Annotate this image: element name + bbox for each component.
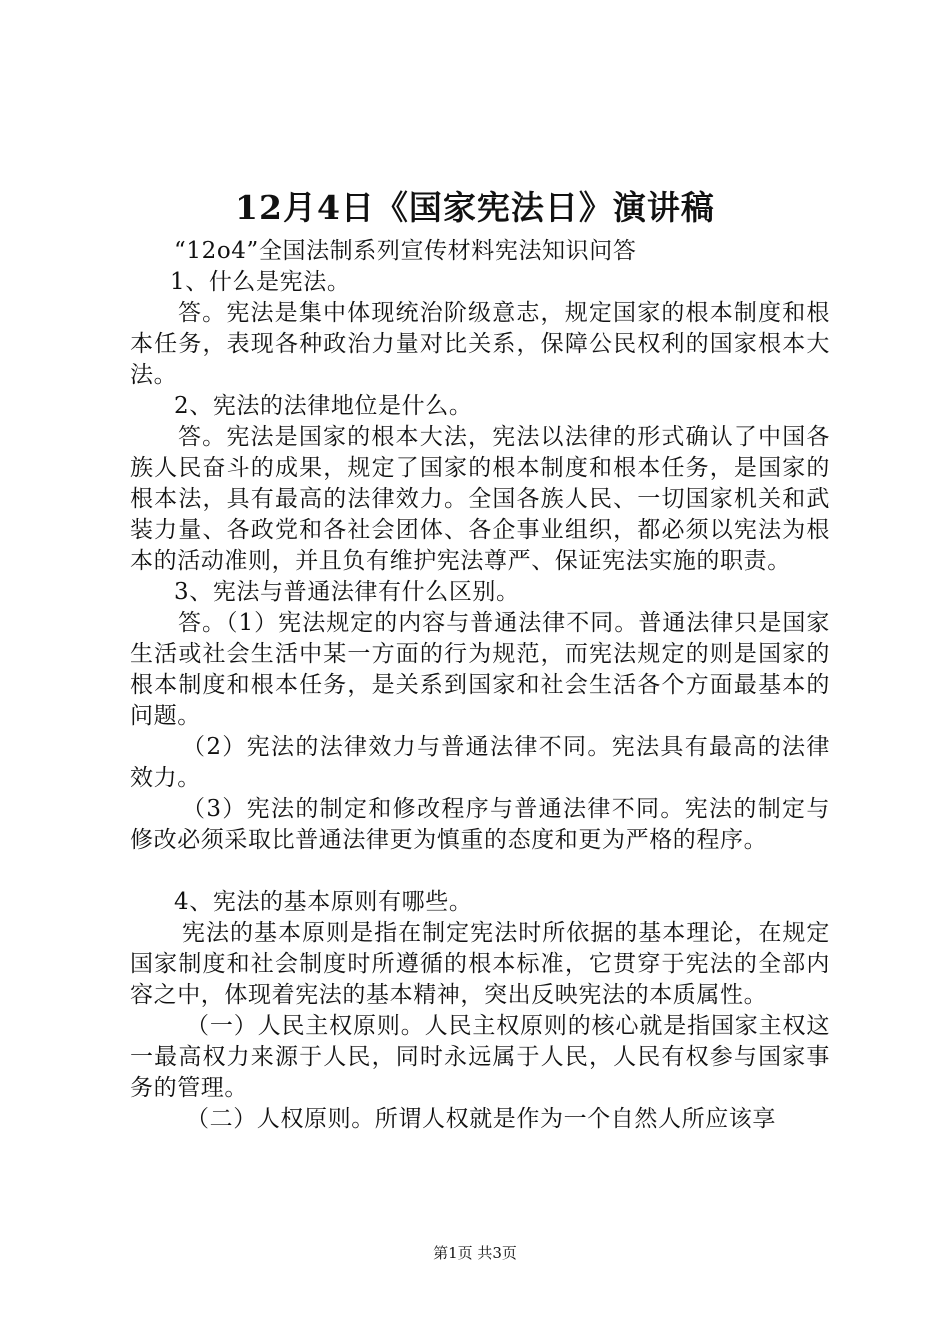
answer-3-part-3: （3）宪法的制定和修改程序与普通法律不同。宪法的制定与修改必须采取比普通法律更为慎重的态度和更为严格的程序。 [130, 796, 830, 853]
question-1: 1、什么是宪法。 [170, 269, 351, 295]
question-3: 3、宪法与普通法律有什么区别。 [174, 579, 520, 605]
page-footer: 第1页 共3页 [433, 1244, 517, 1262]
question-2: 2、宪法的法律地位是什么。 [174, 393, 473, 419]
answer-3-part-1: 答。（1）宪法规定的内容与普通法律不同。普通法律只是国家生活或社会生活中某一方面的行为规范，而宪法规定的则是国家的根本制度和根本任务，是关系到国家和社会生活各个方面最基本的问题。 [130, 610, 830, 729]
principle-1: （一）人民主权原则。人民主权原则的核心就是指国家主权这一最高权力来源于人民，同时永远属于人民，人民有权参与国家事务的管理。 [130, 1013, 830, 1101]
document-title: 12月4日《国家宪法日》演讲稿 [235, 188, 715, 227]
principle-2: （二）人权原则。所谓人权就是作为一个自然人所应该享 [186, 1106, 776, 1132]
paragraph-gap [130, 856, 830, 887]
answer-4-intro: 宪法的基本原则是指在制定宪法时所依据的基本理论，在规定国家制度和社会制度时所遵循的根本标准，它贯穿于宪法的全部内容之中，体现着宪法的基本精神，突出反映宪法的本质属性。 [130, 920, 830, 1008]
subtitle-paragraph: “12o4”全国法制系列宣传材料宪法知识问答 [174, 238, 637, 264]
answer-2: 答。宪法是国家的根本大法，宪法以法律的形式确认了中国各族人民奋斗的成果，规定了国家的根本制度和根本任务，是国家的根本法，具有最高的法律效力。全国各族人民、一切国家机关和武装力量、各政党和各社会团体、各企事业组织，都必须以宪法为根本的活动准则，并且负有维护宪法尊严、保证宪法实施的职责。 [130, 424, 830, 574]
answer-1: 答。宪法是集中体现统治阶级意志，规定国家的根本制度和根本任务，表现各种政治力量对比关系，保障公民权利的国家根本大法。 [130, 300, 830, 388]
question-4: 4、宪法的基本原则有哪些。 [174, 889, 473, 915]
document-body [130, 236, 830, 1135]
answer-3-part-2: （2）宪法的法律效力与普通法律不同。宪法具有最高的法律效力。 [130, 734, 830, 791]
